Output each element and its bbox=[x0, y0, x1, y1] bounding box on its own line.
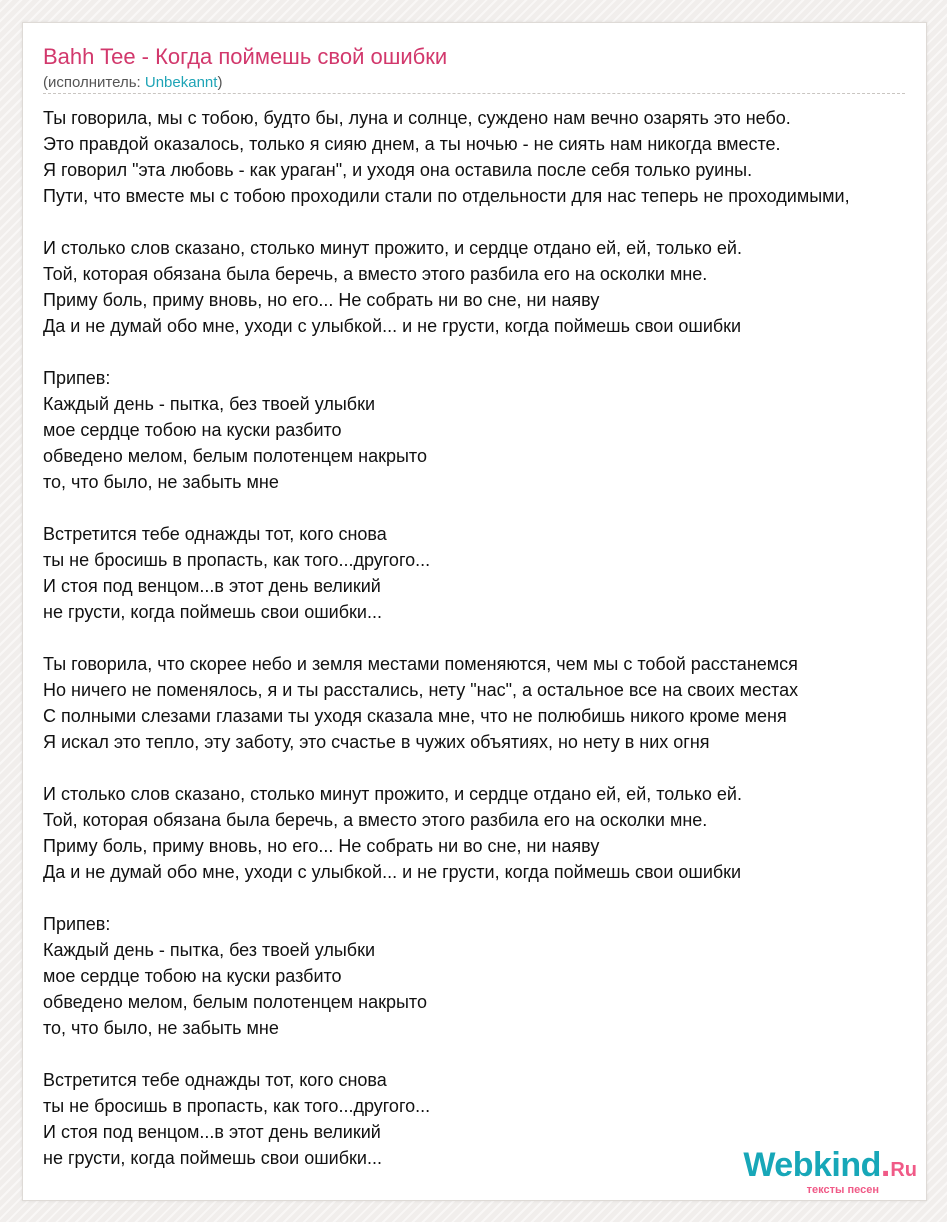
lyrics-line: не грусти, когда поймешь свои ошибки... bbox=[43, 602, 382, 622]
lyrics-stanza bbox=[43, 781, 927, 885]
lyrics-line: мое сердце тобою на куски разбито bbox=[43, 966, 342, 986]
lyrics-text bbox=[43, 105, 927, 1197]
lyrics-line: то, что было, не забыть мне bbox=[43, 472, 279, 492]
lyrics-line: Ты говорила, что скорее небо и земля местами поменяются, чем мы с тобой расстанемся bbox=[43, 654, 798, 674]
lyrics-line: мое сердце тобою на куски разбито bbox=[43, 420, 342, 440]
logo-dot: . bbox=[880, 1146, 891, 1184]
lyrics-line: Да и не думай обо мне, уходи с улыбкой... и не грусти, когда поймешь свои ошибки bbox=[43, 862, 742, 882]
lyrics-line: обведено мелом, белым полотенцем накрыто bbox=[43, 446, 427, 466]
lyrics-line: Но ничего не поменялось, я и ты расстались, нету "нас", а остальное все на своих местах bbox=[43, 680, 799, 700]
lyrics-stanza bbox=[43, 911, 927, 1041]
lyrics-line: Я говорил "эта любовь - как ураган", и уходя она оставила после себя только руины. bbox=[43, 160, 753, 180]
title-divider bbox=[43, 93, 905, 94]
page-title: Bahh Tee - Когда поймешь свой ошибки bbox=[43, 44, 448, 69]
lyrics-line: Встретится тебе однажды тот, кого снова bbox=[43, 1070, 387, 1090]
lyrics-line: Припев: bbox=[43, 368, 111, 388]
lyrics-stanza bbox=[43, 235, 927, 339]
lyrics-line: Ты говорила, мы с тобою, будто бы, луна и солнце, суждено нам вечно озарять это небо. bbox=[43, 108, 791, 128]
lyrics-stanza bbox=[43, 521, 927, 625]
artist-suffix: ) bbox=[217, 74, 223, 91]
artist-prefix: (исполнитель: bbox=[43, 74, 145, 91]
lyrics-line: Припев: bbox=[43, 914, 111, 934]
artist-link[interactable]: Unbekannt bbox=[144, 74, 218, 91]
lyrics-line: Встретится тебе однажды тот, кого снова bbox=[43, 524, 387, 544]
lyrics-line: Пути, что вместе мы с тобою проходили стали по отдельности для нас теперь не проходимыми, bbox=[43, 186, 850, 206]
lyrics-stanza bbox=[43, 365, 927, 495]
lyrics-card bbox=[22, 22, 927, 1201]
lyrics-stanza bbox=[43, 105, 927, 209]
lyrics-line: ты не бросишь в пропасть, как того...другого... bbox=[43, 1096, 431, 1116]
lyrics-stanza bbox=[43, 651, 927, 755]
lyrics-line: Той, которая обязана была беречь, а вместо этого разбила его на осколки мне. bbox=[43, 264, 708, 284]
lyrics-line: С полными слезами глазами ты уходя сказала мне, что не полюбишь никого кроме меня bbox=[43, 706, 787, 726]
lyrics-line: Приму боль, приму вновь, но его... Не собрать ни во сне, ни наяву bbox=[43, 290, 600, 310]
lyrics-line: Каждый день - пытка, без твоей улыбки bbox=[43, 394, 376, 414]
logo-tld: Ru bbox=[890, 1159, 917, 1181]
lyrics-line: то, что было, не забыть мне bbox=[43, 1018, 279, 1038]
lyrics-line: И столько слов сказано, столько минут прожито, и сердце отдано ей, ей, только ей. bbox=[43, 784, 742, 804]
lyrics-line: ты не бросишь в пропасть, как того...другого... bbox=[43, 550, 431, 570]
lyrics-line: Каждый день - пытка, без твоей улыбки bbox=[43, 940, 376, 960]
lyrics-line: обведено мелом, белым полотенцем накрыто bbox=[43, 992, 427, 1012]
lyrics-line: Да и не думай обо мне, уходи с улыбкой... и не грусти, когда поймешь свои ошибки bbox=[43, 316, 742, 336]
lyrics-line: Той, которая обязана была беречь, а вместо этого разбила его на осколки мне. bbox=[43, 810, 708, 830]
logo-tagline: тексты песен bbox=[806, 1184, 879, 1196]
lyrics-line: И столько слов сказано, столько минут прожито, и сердце отдано ей, ей, только ей. bbox=[43, 238, 742, 258]
lyrics-line: Это правдой оказалось, только я сияю днем, а ты ночью - не сиять нам никогда вместе. bbox=[43, 134, 781, 154]
lyrics-line: И стоя под венцом...в этот день великий bbox=[43, 576, 381, 596]
artist-line bbox=[43, 74, 222, 92]
logo-name: Webkind bbox=[743, 1146, 881, 1184]
lyrics-line: не грусти, когда поймешь свои ошибки... bbox=[43, 1148, 382, 1168]
lyrics-line: Приму боль, приму вновь, но его... Не собрать ни во сне, ни наяву bbox=[43, 836, 600, 856]
lyrics-line: Я искал это тепло, эту заботу, это счастье в чужих объятиях, но нету в них огня bbox=[43, 732, 710, 752]
lyrics-line: И стоя под венцом...в этот день великий bbox=[43, 1122, 381, 1142]
site-logo[interactable] bbox=[743, 1147, 917, 1196]
